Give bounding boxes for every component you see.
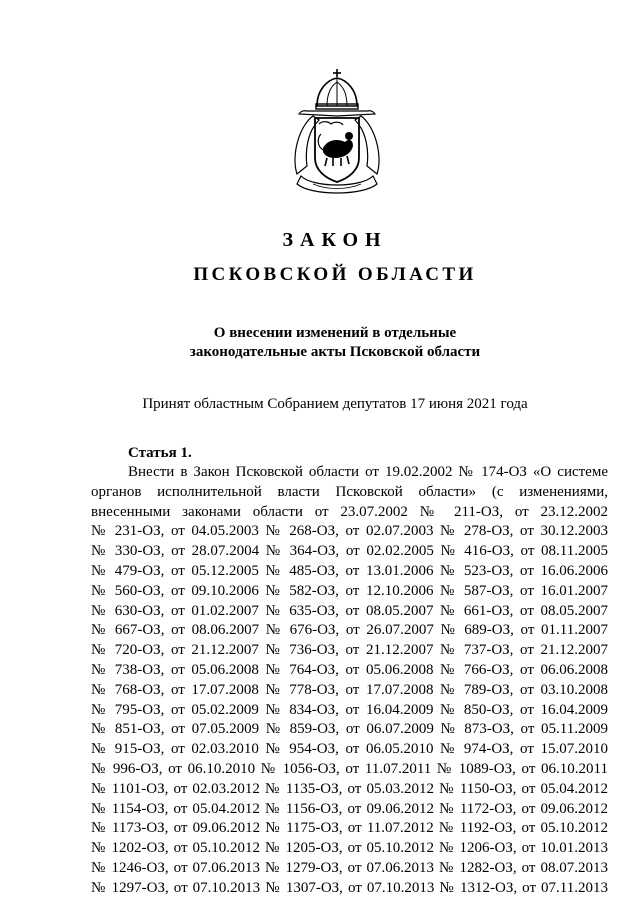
- article-line: № 996-ОЗ, от 06.10.2010 № 1056-ОЗ, от 11.07.2011 № 1089-ОЗ, от 06.10.2011: [91, 760, 608, 777]
- article-line: № 1246-ОЗ, от 07.06.2013 № 1279-ОЗ, от 07.06.2013 № 1282-ОЗ, от 08.07.2013: [91, 859, 608, 876]
- article-line: органов исполнительной власти Псковской области» (с изменениями,: [91, 483, 608, 500]
- article-line: № 1154-ОЗ, от 05.04.2012 № 1156-ОЗ, от 09.06.2012 № 1172-ОЗ, от 09.06.2012: [91, 800, 608, 817]
- article-line: № 1101-ОЗ, от 02.03.2012 № 1135-ОЗ, от 05.03.2012 № 1150-ОЗ, от 05.04.2012: [91, 780, 608, 797]
- article-line: № 231-ОЗ, от 04.05.2003 № 268-ОЗ, от 02.07.2003 № 278-ОЗ, от 30.12.2003: [91, 523, 608, 540]
- article-line: № 738-ОЗ, от 05.06.2008 № 764-ОЗ, от 05.06.2008 № 766-ОЗ, от 06.06.2008: [91, 661, 608, 678]
- article-line: № 768-ОЗ, от 17.07.2008 № 778-ОЗ, от 17.07.2008 № 789-ОЗ, от 03.10.2008: [91, 681, 608, 698]
- article-line: № 560-ОЗ, от 09.10.2006 № 582-ОЗ, от 12.10.2006 № 587-ОЗ, от 16.01.2007: [91, 582, 608, 599]
- law-subject: [0, 324, 640, 362]
- adoption-note: Принят областным Собранием депутатов 17 июня 2021 года: [142, 396, 528, 412]
- article-line: № 330-ОЗ, от 28.07.2004 № 364-ОЗ, от 02.02.2005 № 416-ОЗ, от 08.11.2005: [91, 543, 608, 560]
- law-region: ПСКОВСКОЙ ОБЛАСТИ: [193, 264, 477, 285]
- article-line: № 1297-ОЗ, от 07.10.2013 № 1307-ОЗ, от 07.10.2013 № 1312-ОЗ, от 07.11.2013: [91, 879, 608, 896]
- law-subject-line: О внесении изменений в отдельные: [213, 325, 457, 341]
- article-heading: Статья 1.: [128, 445, 192, 461]
- article-line: № 915-ОЗ, от 02.03.2010 № 954-ОЗ, от 06.05.2010 № 974-ОЗ, от 15.07.2010: [91, 741, 608, 758]
- article-line: № 851-ОЗ, от 07.05.2009 № 859-ОЗ, от 06.07.2009 № 873-ОЗ, от 05.11.2009: [91, 721, 608, 738]
- article-line: № 630-ОЗ, от 01.02.2007 № 635-ОЗ, от 08.05.2007 № 661-ОЗ, от 08.05.2007: [91, 602, 608, 619]
- coat-of-arms-icon: [283, 66, 391, 200]
- article-line: внесенными законами области от 23.07.2002 № 211-ОЗ, от 23.12.2002: [91, 503, 608, 520]
- law-title: ЗАКОН: [282, 229, 388, 251]
- article-line: № 720-ОЗ, от 21.12.2007 № 736-ОЗ, от 21.12.2007 № 737-ОЗ, от 21.12.2007: [91, 642, 608, 659]
- article-line: № 479-ОЗ, от 05.12.2005 № 485-ОЗ, от 13.01.2006 № 523-ОЗ, от 16.06.2006: [91, 562, 608, 579]
- article-line: № 1202-ОЗ, от 05.10.2012 № 1205-ОЗ, от 05.10.2012 № 1206-ОЗ, от 10.01.2013: [91, 840, 608, 857]
- law-subject-line: законодательные акты Псковской области: [189, 344, 481, 360]
- article-line: № 795-ОЗ, от 05.02.2009 № 834-ОЗ, от 16.04.2009 № 850-ОЗ, от 16.04.2009: [91, 701, 608, 718]
- article-body: [91, 463, 608, 899]
- article-line: № 667-ОЗ, от 08.06.2007 № 676-ОЗ, от 26.07.2007 № 689-ОЗ, от 01.11.2007: [91, 622, 608, 639]
- article-line: № 1173-ОЗ, от 09.06.2012 № 1175-ОЗ, от 11.07.2012 № 1192-ОЗ, от 05.10.2012: [91, 820, 608, 837]
- article-line: Внести в Закон Псковской области от 19.02.2002 № 174-ОЗ «О системе: [128, 464, 608, 480]
